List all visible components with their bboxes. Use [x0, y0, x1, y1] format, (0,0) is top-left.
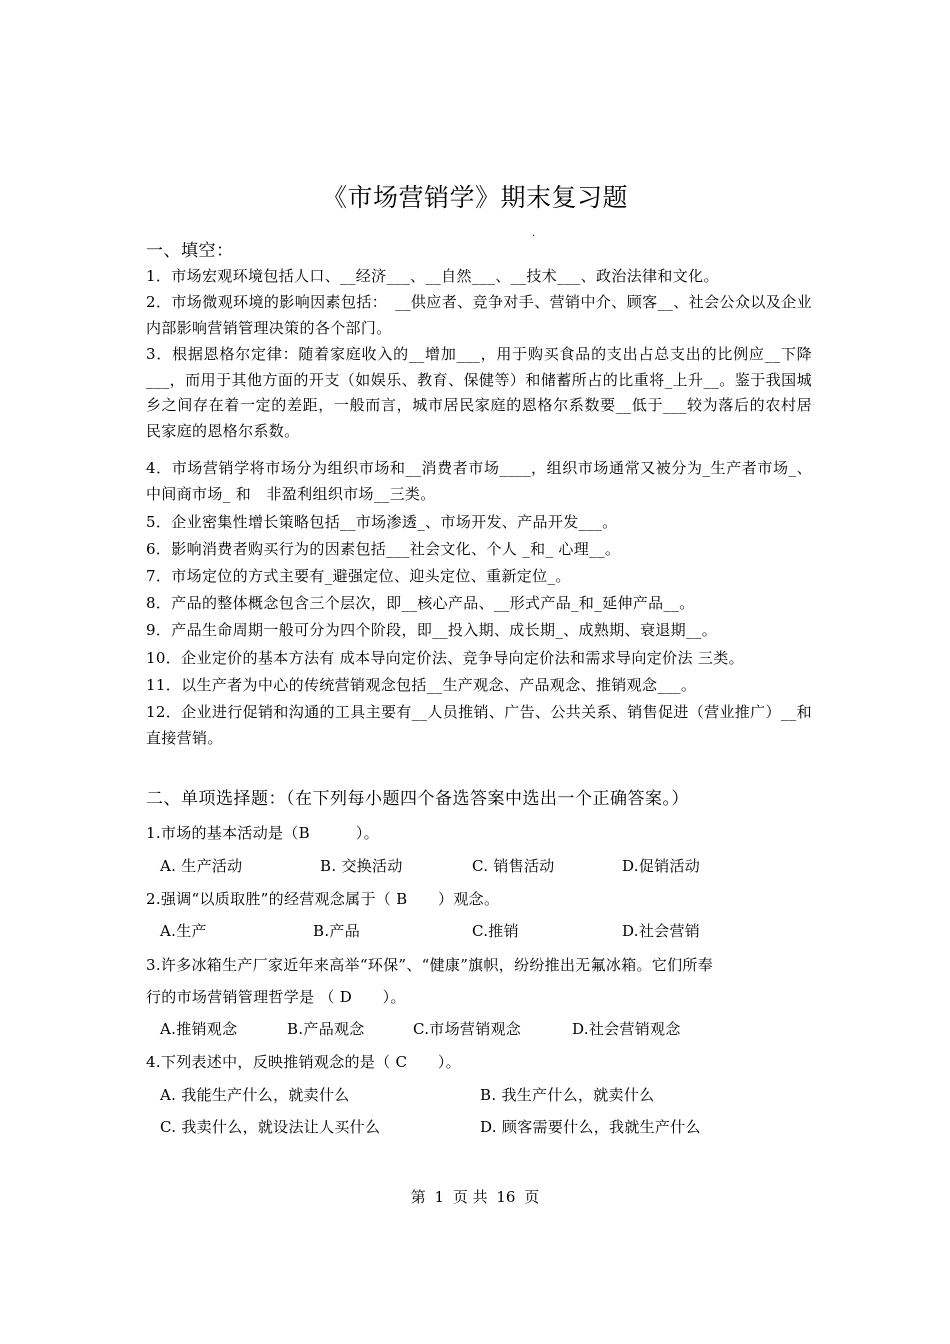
question-4-stem: 4.下列表述中，反映推销观念的是（ C ）。: [146, 1053, 461, 1071]
section-heading-fill-in: 一、填空：: [146, 241, 234, 261]
stray-dot: .: [532, 228, 536, 239]
question-2-option-d: D.社会营销: [622, 922, 701, 940]
page-title: 《市场营销学》期末复习题: [321, 183, 628, 212]
fill-item-10: 10．企业定价的基本方法有 成本导向定价法、竞争导向定价法和需求导向定价法 三类。: [146, 649, 744, 667]
question-2-option-c: C.推销: [472, 922, 519, 940]
question-3-option-a: A.推销观念: [160, 1020, 238, 1038]
question-1-option-c: C. 销售活动: [472, 857, 555, 875]
question-4-option-b: B. 我生产什么，就卖什么: [480, 1086, 655, 1104]
question-2-stem: 2.强调“以质取胜”的经营观念属于（ B ）观念。: [146, 890, 500, 908]
fill-item-11: 11．以生产者为中心的传统营销观念包括__生产观念、产品观念、推销观念___。: [146, 676, 697, 694]
question-3-option-b: B.产品观念: [287, 1020, 365, 1038]
fill-item-8: 8．产品的整体概念包含三个层次，即__核心产品、__形式产品_和_延伸产品__。: [146, 594, 695, 612]
question-4-option-a: A. 我能生产什么，就卖什么: [160, 1086, 350, 1104]
question-3-stem-line-2: 行的市场营销管理哲学是 （ D ）。: [146, 988, 406, 1006]
question-4-option-c: C. 我卖什么，就设法让人买什么: [160, 1118, 381, 1136]
question-3-stem-line-1: 3.许多冰箱生产厂家近年来高举“环保”、“健康”旗帜，纷纷推出无氟冰箱。它们所奉: [146, 956, 713, 974]
page-footer: [0, 1186, 950, 1207]
footer-total-pages: 16: [496, 1188, 516, 1206]
question-4-option-d: D. 顾客需要什么，我就生产什么: [480, 1118, 701, 1136]
question-1-option-d: D.促销活动: [622, 857, 701, 875]
footer-prefix: 第: [410, 1188, 426, 1206]
fill-item-12: 12．企业进行促销和沟通的工具主要有__人员推销、广告、公共关系、销售促进（营业推广）__和直接营销。: [146, 703, 812, 747]
question-1-option-a: A. 生产活动: [160, 857, 243, 875]
footer-mid: 页 共: [452, 1188, 488, 1206]
question-1-option-b: B. 交换活动: [320, 857, 403, 875]
fill-item-3: 3．根据恩格尔定律：随着家庭收入的__增加___，用于购买食品的支出占总支出的比例应__下降___，而用于其他方面的开支（如娱乐、教育、保健等）和储蓄所占的比重将_上升__。鉴于我国城乡之间存在着一定的差距，一般而言，城市居民家庭的恩格尔系数要__低于___较为落后的农村居民家庭的恩格尔系数。: [146, 345, 812, 440]
question-2-option-b: B.产品: [313, 922, 360, 940]
question-3-option-c: C.市场营销观念: [413, 1020, 522, 1038]
question-1-stem: 1.市场的基本活动是（B ）。: [146, 824, 379, 842]
fill-item-5: 5．企业密集性增长策略包括__市场渗透_、市场开发、产品开发___。: [146, 513, 618, 531]
fill-item-6: 6．影响消费者购买行为的因素包括___社会文化、个人 _和_ 心理__。: [146, 540, 621, 558]
fill-item-7: 7．市场定位的方式主要有_避强定位、迎头定位、重新定位_。: [146, 567, 571, 585]
section-heading-single-choice: 二、单项选择题：（在下列每小题四个备选答案中选出一个正确答案。）: [146, 789, 689, 809]
question-2-option-a: A.生产: [160, 922, 207, 940]
question-3-option-d: D.社会营销观念: [572, 1020, 681, 1038]
fill-item-1: 1．市场宏观环境包括人口、__经济___、__自然___、__技术___、政治法律和文化。: [146, 267, 719, 285]
footer-page-number: 1: [434, 1188, 445, 1206]
fill-item-9: 9．产品生命周期一般可分为四个阶段，即__投入期、成长期_、成熟期、衰退期__。: [146, 621, 718, 639]
footer-suffix: 页: [524, 1188, 540, 1206]
fill-item-4: 4．市场营销学将市场分为组织市场和__消费者市场____，组织市场通常又被分为_生产者市场_、中间商市场_ 和 非盈利组织市场__三类。: [146, 459, 812, 503]
fill-item-2: 2．市场微观环境的影响因素包括： __供应者、竞争对手、营销中介、顾客__、社会公众以及企业内部影响营销管理决策的各个部门。: [146, 293, 812, 337]
